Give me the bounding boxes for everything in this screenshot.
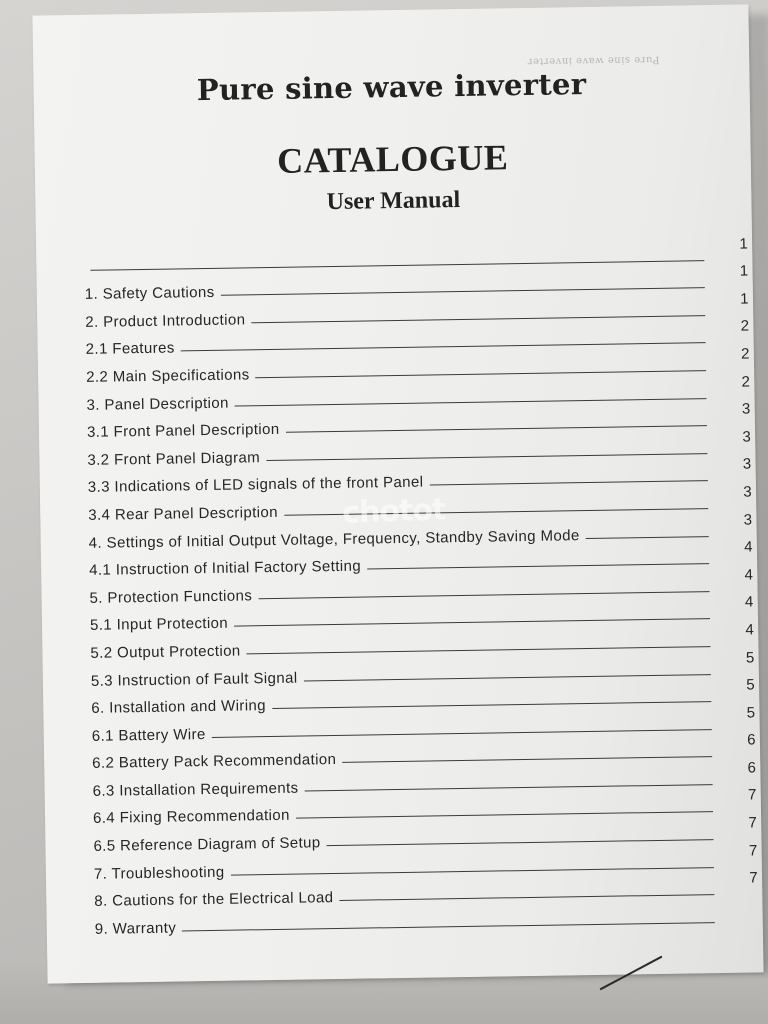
toc-page-number: 2 — [740, 345, 750, 363]
toc-page-number: 4 — [743, 538, 754, 556]
toc-page-number: 4 — [744, 593, 754, 611]
catalogue-heading: CATALOGUE — [276, 137, 509, 181]
toc-leader-line — [305, 784, 713, 791]
toc-leader-line — [296, 812, 713, 820]
toc-entry-label: 3.1 Front Panel Description — [86, 421, 280, 442]
user-manual-subtitle: User Manual — [326, 186, 461, 216]
toc-leader-line — [586, 536, 709, 539]
toc-page-number: 5 — [745, 648, 755, 667]
toc-page-number: 7 — [749, 869, 759, 887]
toc-entry-label: 6.2 Battery Pack Recommendation — [92, 751, 337, 773]
toc-entry-label: 5.3 Instruction of Fault Signal — [90, 669, 298, 690]
show-through-text: Pure sine wave inverter — [526, 53, 660, 67]
toc-entry-label: 8. Cautions for the Electrical Load — [94, 889, 334, 911]
toc-entry-label: 6.3 Installation Requirements — [92, 779, 299, 800]
toc-leader-line — [247, 646, 711, 654]
toc-entry-label: 6.4 Fixing Recommendation — [92, 807, 290, 828]
toc-leader-line — [272, 701, 711, 709]
toc-page-number: 3 — [741, 400, 751, 418]
toc-page-number: 7 — [747, 786, 757, 805]
toc-entry-label: 7. Troubleshooting — [93, 863, 225, 883]
toc-leader-line — [251, 315, 705, 323]
toc-entry-label: 6.1 Battery Wire — [91, 725, 206, 745]
toc-leader-line — [182, 922, 715, 931]
toc-leader-line — [430, 480, 708, 485]
toc-entry-label: 3. Panel Description — [86, 394, 229, 414]
toc-page-number: 4 — [745, 621, 755, 639]
toc-leader-line — [266, 453, 707, 461]
toc-page-number: 2 — [740, 317, 750, 335]
toc-entry-label: 6.5 Reference Diagram of Setup — [93, 834, 321, 855]
toc-entry-label: 5.2 Output Protection — [90, 642, 241, 662]
toc-entry-label: 6. Installation and Wiring — [91, 697, 267, 717]
toc-page-number: 4 — [744, 566, 754, 584]
toc-page-number: 1 — [740, 290, 750, 308]
watermark-logo: chotot — [341, 492, 446, 531]
toc-page-number: 6 — [747, 759, 757, 777]
toc-page-number: 1 — [739, 235, 749, 253]
toc-leader-line — [256, 370, 707, 378]
toc-page-number: 3 — [742, 455, 752, 473]
toc-page-number: 3 — [743, 510, 753, 529]
toc-page-number: 7 — [748, 842, 758, 860]
toc-leader-line — [286, 425, 707, 433]
toc-page-number: 5 — [746, 676, 756, 694]
toc-entry-label: 9. Warranty — [94, 919, 177, 938]
toc-leader-line — [258, 591, 709, 599]
toc-leader-line — [367, 563, 709, 569]
table-of-contents — [84, 235, 759, 938]
toc-entry-label: 1. Safety Cautions — [84, 284, 215, 304]
toc-leader-line — [339, 894, 714, 901]
toc-page-number: 6 — [747, 731, 757, 749]
toc-entry-label: 4.1 Instruction of Initial Factory Setting — [89, 557, 362, 579]
toc-entry-label: 3.4 Rear Panel Description — [88, 503, 279, 524]
toc-page-number: 3 — [742, 428, 752, 446]
toc-leader-line — [327, 839, 714, 846]
toc-leader-line — [304, 674, 711, 681]
toc-entry-label: 3.3 Indications of LED signals of the front Panel — [87, 473, 424, 497]
manual-page — [32, 4, 763, 983]
toc-page-number: 2 — [741, 373, 751, 391]
document-title: Pure sine wave inverter — [196, 66, 587, 108]
toc-leader-line — [342, 756, 712, 763]
toc-page-number: 3 — [743, 483, 753, 501]
toc-entry-label: 2.1 Features — [85, 339, 175, 359]
toc-entry-label: 5. Protection Functions — [89, 587, 253, 607]
toc-entry-label: 3.2 Front Panel Diagram — [87, 448, 261, 469]
toc-page-number: 5 — [746, 704, 756, 722]
toc-entry-label: 2. Product Introduction — [85, 311, 246, 331]
toc-entry-label: 4. Settings of Initial Output Voltage, Frequency, Standby Saving Mode — [88, 526, 580, 552]
toc-page-number: 7 — [748, 814, 758, 832]
toc-page-number: 1 — [739, 262, 749, 280]
toc-entry-label: 5.1 Input Protection — [89, 614, 229, 635]
toc-entry-label: 2.2 Main Specifications — [85, 366, 250, 386]
